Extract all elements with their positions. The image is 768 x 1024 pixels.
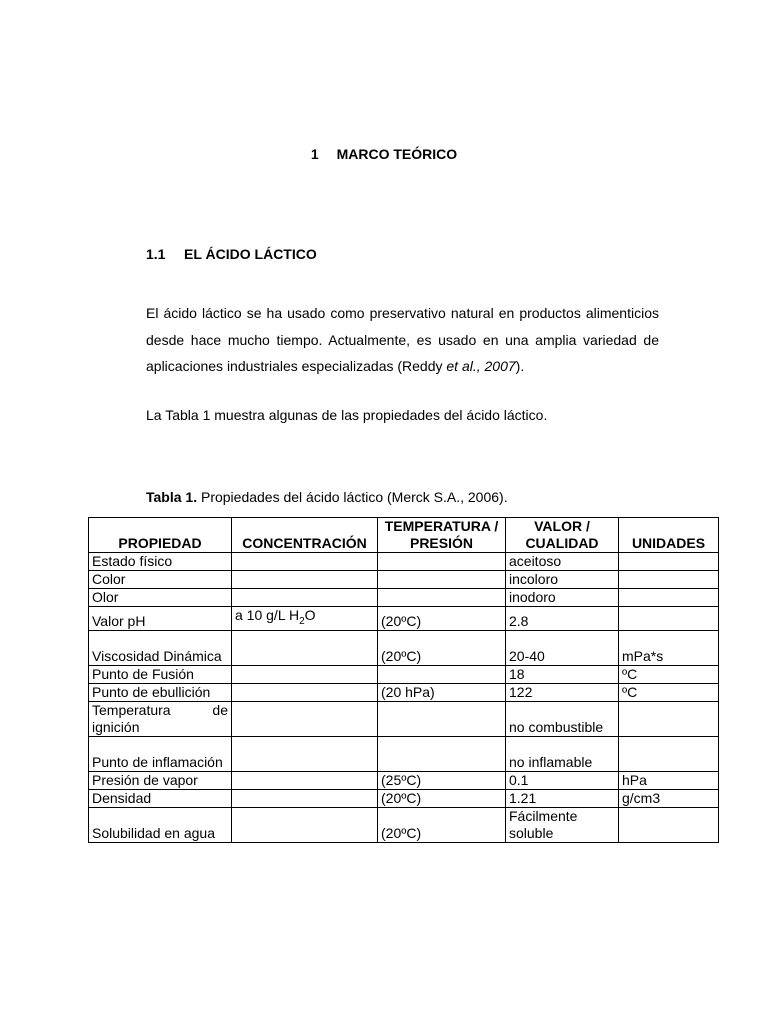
cell-property: Viscosidad Dinámica <box>89 630 232 665</box>
table-row <box>89 571 719 589</box>
section-heading <box>0 146 768 162</box>
cell-units <box>619 553 719 571</box>
cell-value-quality: 0.1 <box>506 771 619 789</box>
cell-value-quality: aceitoso <box>506 553 619 571</box>
cell-concentration: a 10 g/L $H_2O$ <box>232 607 378 631</box>
cell-property: Solubilidad en agua <box>89 807 232 842</box>
cell-concentration <box>232 683 378 701</box>
header-concentration: CONCENTRACIÓN <box>232 518 378 553</box>
cell-units <box>619 736 719 771</box>
paragraph-text: El ácido láctico se ha usado como preservativo natural en productos alimenticios desde hace mucho tiempo. Actualmente, es usado en una amplia variedad de aplicaciones industriales especializadas (Reddy <box>146 305 659 374</box>
cell-units: mPa*s <box>619 630 719 665</box>
cell-temperature-pressure: (20ºC) <box>378 789 506 807</box>
subsection-title: EL ÁCIDO LÁCTICO <box>184 246 317 262</box>
cell-value-quality: 122 <box>506 683 619 701</box>
cell-temperature-pressure: (20ºC) <box>378 607 506 631</box>
cell-units <box>619 607 719 631</box>
caption-label: Tabla 1. <box>146 489 198 505</box>
cell-value-quality: 18 <box>506 665 619 683</box>
header-property: PROPIEDAD <box>89 518 232 553</box>
cell-units <box>619 571 719 589</box>
cell-value-quality: incoloro <box>506 571 619 589</box>
table-row <box>89 789 719 807</box>
subsection-number: 1.1 <box>146 246 166 262</box>
header-temperature-pressure: TEMPERATURA / PRESIÓN <box>378 518 506 553</box>
paragraph-text-end: ). <box>515 358 525 374</box>
intro-paragraph <box>146 300 659 380</box>
cell-concentration <box>232 665 378 683</box>
cell-property: Valor pH <box>89 607 232 631</box>
cell-property: Punto de inflamación <box>89 736 232 771</box>
cell-value-quality: 20-40 <box>506 630 619 665</box>
table-row <box>89 736 719 771</box>
table-row <box>89 630 719 665</box>
cell-property: Olor <box>89 589 232 607</box>
cell-concentration <box>232 589 378 607</box>
cell-temperature-pressure <box>378 571 506 589</box>
cell-units <box>619 807 719 842</box>
table-row <box>89 589 719 607</box>
cell-value-quality: 2.8 <box>506 607 619 631</box>
cell-temperature-pressure <box>378 665 506 683</box>
cell-property: Estado físico <box>89 553 232 571</box>
cell-units <box>619 589 719 607</box>
cell-property: Densidad <box>89 789 232 807</box>
table-row <box>89 701 719 736</box>
cell-concentration <box>232 771 378 789</box>
cell-concentration <box>232 571 378 589</box>
table-reference-paragraph: La Tabla 1 muestra algunas de las propiedades del ácido láctico. <box>146 407 548 423</box>
section-number: 1 <box>310 146 319 162</box>
cell-temperature-pressure <box>378 736 506 771</box>
cell-temperature-pressure <box>378 701 506 736</box>
table-row <box>89 683 719 701</box>
table-row <box>89 771 719 789</box>
table-row <box>89 665 719 683</box>
cell-units: ºC <box>619 665 719 683</box>
cell-units: g/cm3 <box>619 789 719 807</box>
table-row <box>89 553 719 571</box>
cell-concentration <box>232 807 378 842</box>
properties-table <box>88 517 719 843</box>
cell-value-quality: 1.21 <box>506 789 619 807</box>
cell-property: Temperatura de ignición <box>89 701 232 736</box>
cell-value-quality: no inflamable <box>506 736 619 771</box>
cell-units: hPa <box>619 771 719 789</box>
cell-value-quality: Fácilmente soluble <box>506 807 619 842</box>
cell-concentration <box>232 789 378 807</box>
cell-value-quality: no combustible <box>506 701 619 736</box>
citation: et al., 2007 <box>446 358 516 374</box>
cell-units <box>619 701 719 736</box>
cell-concentration <box>232 630 378 665</box>
table-header-row <box>89 518 719 553</box>
caption-text: Propiedades del ácido láctico (Merck S.A., 2006). <box>197 489 508 505</box>
cell-property: Color <box>89 571 232 589</box>
header-units: UNIDADES <box>619 518 719 553</box>
cell-temperature-pressure: (20ºC) <box>378 807 506 842</box>
header-value-quality: VALOR / CUALIDAD <box>506 518 619 553</box>
cell-temperature-pressure <box>378 589 506 607</box>
cell-temperature-pressure <box>378 553 506 571</box>
table-row <box>89 607 719 631</box>
section-title: MARCO TEÓRICO <box>336 146 458 162</box>
cell-property: Punto de Fusión <box>89 665 232 683</box>
cell-temperature-pressure: (25ºC) <box>378 771 506 789</box>
table-row <box>89 807 719 842</box>
cell-concentration <box>232 553 378 571</box>
cell-units: ºC <box>619 683 719 701</box>
cell-value-quality: inodoro <box>506 589 619 607</box>
table-caption <box>146 489 508 505</box>
subsection-heading <box>146 246 317 262</box>
cell-temperature-pressure: (20ºC) <box>378 630 506 665</box>
cell-property: Presión de vapor <box>89 771 232 789</box>
cell-concentration <box>232 736 378 771</box>
cell-property: Punto de ebullición <box>89 683 232 701</box>
cell-concentration <box>232 701 378 736</box>
cell-temperature-pressure: (20 hPa) <box>378 683 506 701</box>
